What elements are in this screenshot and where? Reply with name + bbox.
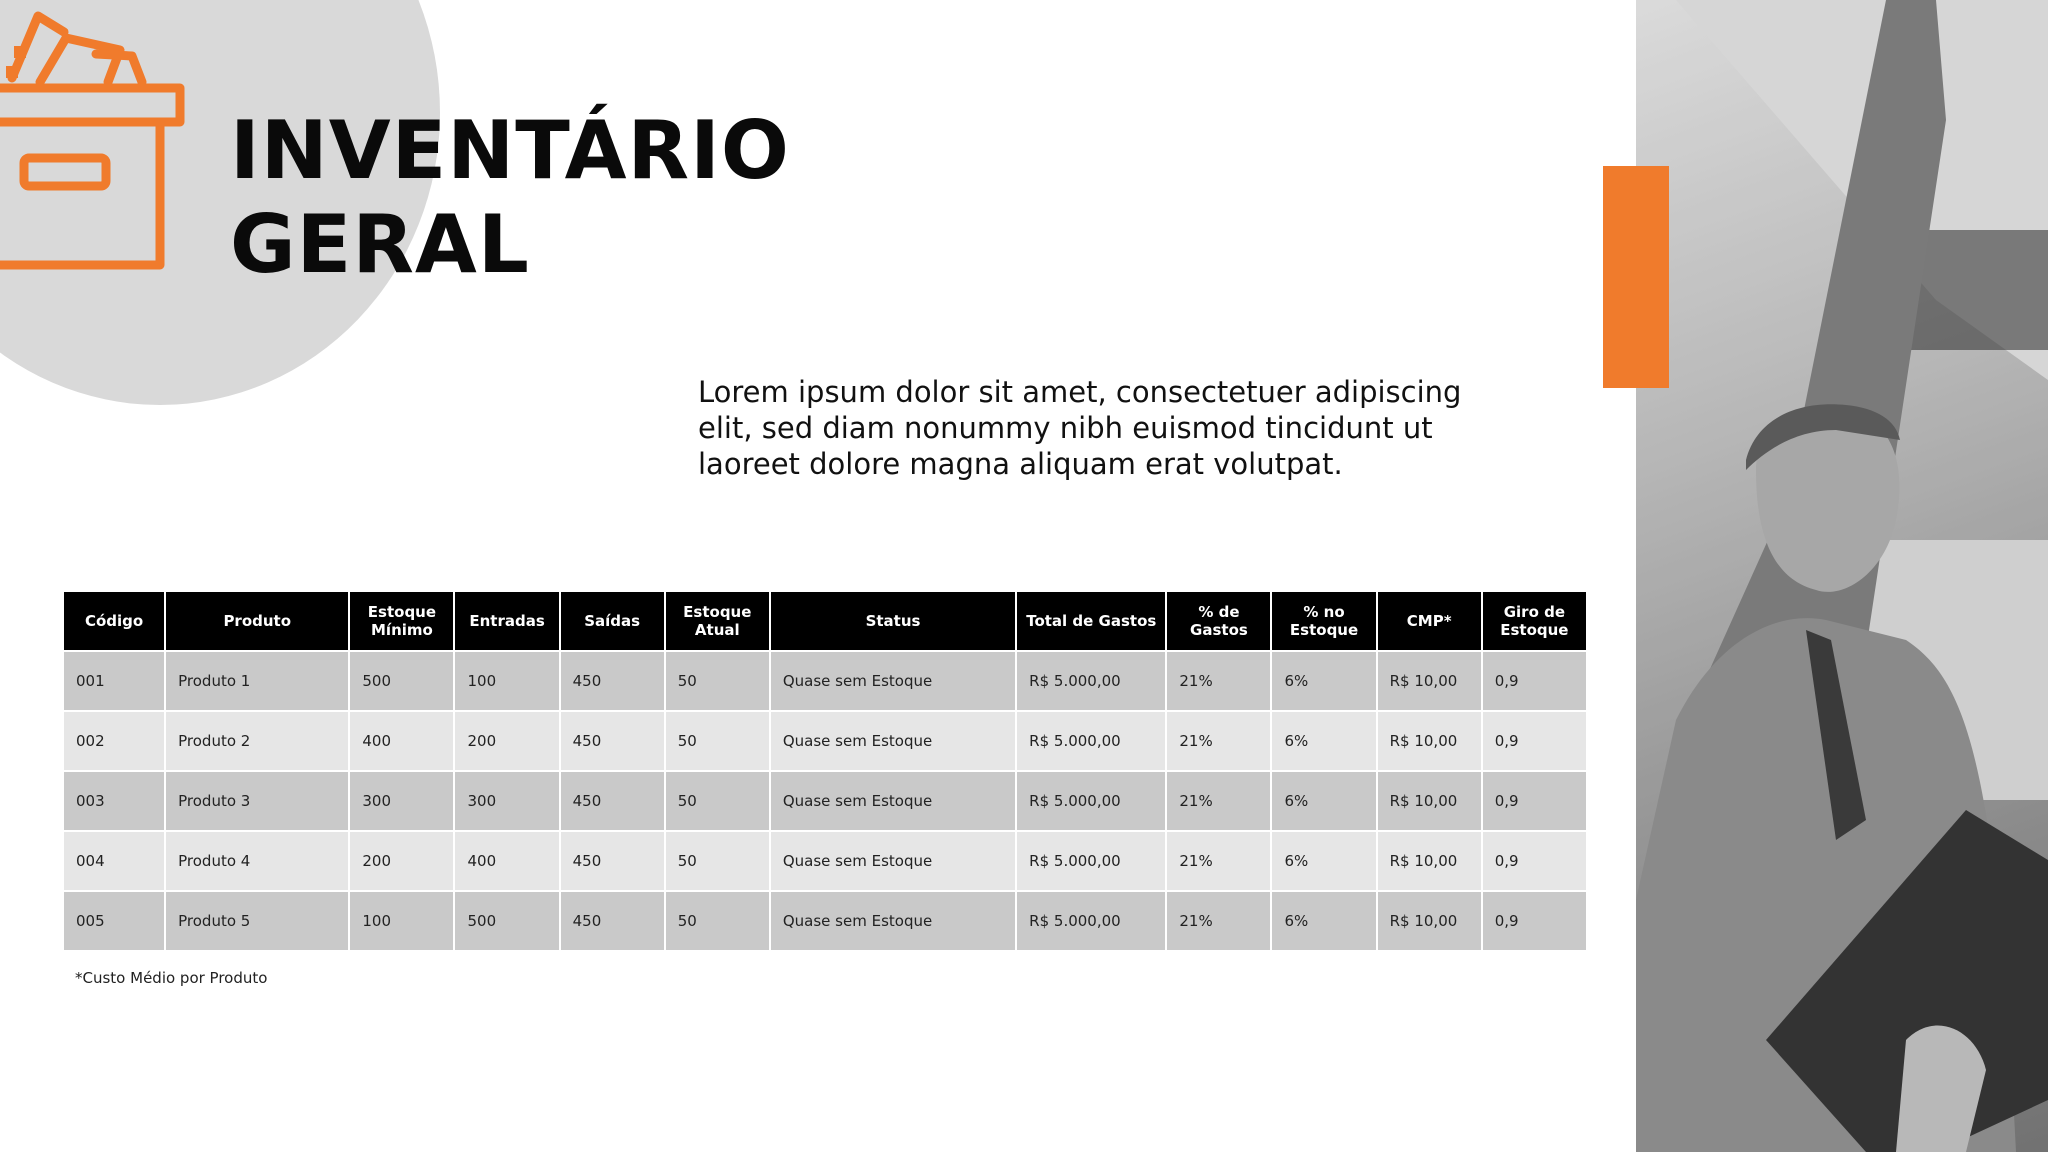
table-cell: 450 — [561, 832, 664, 890]
table-cell: 6% — [1272, 772, 1375, 830]
table-row — [64, 892, 1586, 950]
inventory-table — [62, 590, 1588, 952]
table-cell: 400 — [455, 832, 558, 890]
table-cell: R$ 5.000,00 — [1017, 892, 1165, 950]
table-cell: 0,9 — [1483, 772, 1586, 830]
table-cell: 21% — [1167, 772, 1270, 830]
table-cell: Produto 4 — [166, 832, 348, 890]
table-cell: 005 — [64, 892, 164, 950]
column-header: Saídas — [561, 592, 664, 650]
table-cell: 500 — [455, 892, 558, 950]
column-header: CMP* — [1378, 592, 1481, 650]
table-cell: R$ 5.000,00 — [1017, 772, 1165, 830]
table-cell: R$ 5.000,00 — [1017, 712, 1165, 770]
table-cell: 001 — [64, 652, 164, 710]
table-cell: 21% — [1167, 892, 1270, 950]
table-cell: 003 — [64, 772, 164, 830]
table-cell: 21% — [1167, 832, 1270, 890]
table-cell: R$ 5.000,00 — [1017, 652, 1165, 710]
table-cell: 0,9 — [1483, 712, 1586, 770]
table-cell: 50 — [666, 772, 769, 830]
column-header: Total de Gastos — [1017, 592, 1165, 650]
column-header: Estoque Atual — [666, 592, 769, 650]
table-cell: 500 — [350, 652, 453, 710]
table-cell: R$ 5.000,00 — [1017, 832, 1165, 890]
column-header: Código — [64, 592, 164, 650]
table-cell: Quase sem Estoque — [771, 772, 1015, 830]
table-cell: Produto 3 — [166, 772, 348, 830]
table-cell: Produto 5 — [166, 892, 348, 950]
table-cell: 21% — [1167, 652, 1270, 710]
table-cell: R$ 10,00 — [1378, 652, 1481, 710]
column-header: % de Gastos — [1167, 592, 1270, 650]
table-cell: 450 — [561, 652, 664, 710]
table-cell: 100 — [350, 892, 453, 950]
table-cell: 50 — [666, 892, 769, 950]
accent-bar — [1603, 166, 1669, 388]
table-cell: 450 — [561, 772, 664, 830]
table-cell: 450 — [561, 892, 664, 950]
table-cell: 50 — [666, 652, 769, 710]
archive-box-icon — [0, 10, 190, 270]
table-row — [64, 832, 1586, 890]
table-row — [64, 712, 1586, 770]
table-cell: 300 — [455, 772, 558, 830]
table-cell: 50 — [666, 832, 769, 890]
table-cell: 21% — [1167, 712, 1270, 770]
footnote: *Custo Médio por Produto — [75, 969, 268, 987]
table-cell: Quase sem Estoque — [771, 832, 1015, 890]
table-cell: R$ 10,00 — [1378, 772, 1481, 830]
column-header: % no Estoque — [1272, 592, 1375, 650]
column-header: Entradas — [455, 592, 558, 650]
table-cell: 6% — [1272, 712, 1375, 770]
table-header-row — [64, 592, 1586, 650]
table-cell: 50 — [666, 712, 769, 770]
table-cell: 004 — [64, 832, 164, 890]
table-cell: 450 — [561, 712, 664, 770]
table-cell: 6% — [1272, 652, 1375, 710]
table-cell: R$ 10,00 — [1378, 832, 1481, 890]
table-cell: Quase sem Estoque — [771, 712, 1015, 770]
table-cell: 0,9 — [1483, 832, 1586, 890]
table-cell: R$ 10,00 — [1378, 892, 1481, 950]
table-cell: 200 — [350, 832, 453, 890]
table-cell: Quase sem Estoque — [771, 892, 1015, 950]
table-cell: 6% — [1272, 832, 1375, 890]
column-header: Status — [771, 592, 1015, 650]
intro-paragraph: Lorem ipsum dolor sit amet, consectetuer adipiscing elit, sed diam nonummy nibh euismod tincidunt ut laoreet dolore magna aliquam erat volutpat. — [698, 375, 1462, 481]
table-cell: 400 — [350, 712, 453, 770]
table-cell: R$ 10,00 — [1378, 712, 1481, 770]
table-cell: Produto 1 — [166, 652, 348, 710]
table-cell: 002 — [64, 712, 164, 770]
table-cell: 200 — [455, 712, 558, 770]
table-cell: 6% — [1272, 892, 1375, 950]
table-cell: 0,9 — [1483, 652, 1586, 710]
table-cell: Quase sem Estoque — [771, 652, 1015, 710]
page-title — [230, 104, 790, 292]
table-row — [64, 772, 1586, 830]
table-row — [64, 652, 1586, 710]
column-header: Estoque Mínimo — [350, 592, 453, 650]
table-cell: 0,9 — [1483, 892, 1586, 950]
table-cell: 300 — [350, 772, 453, 830]
title-line-1: INVENTÁRIO — [230, 104, 790, 197]
column-header: Giro de Estoque — [1483, 592, 1586, 650]
column-header: Produto — [166, 592, 348, 650]
title-line-2: GERAL — [230, 198, 530, 291]
table-cell: 100 — [455, 652, 558, 710]
table-cell: Produto 2 — [166, 712, 348, 770]
warehouse-photo — [1636, 0, 2048, 1152]
